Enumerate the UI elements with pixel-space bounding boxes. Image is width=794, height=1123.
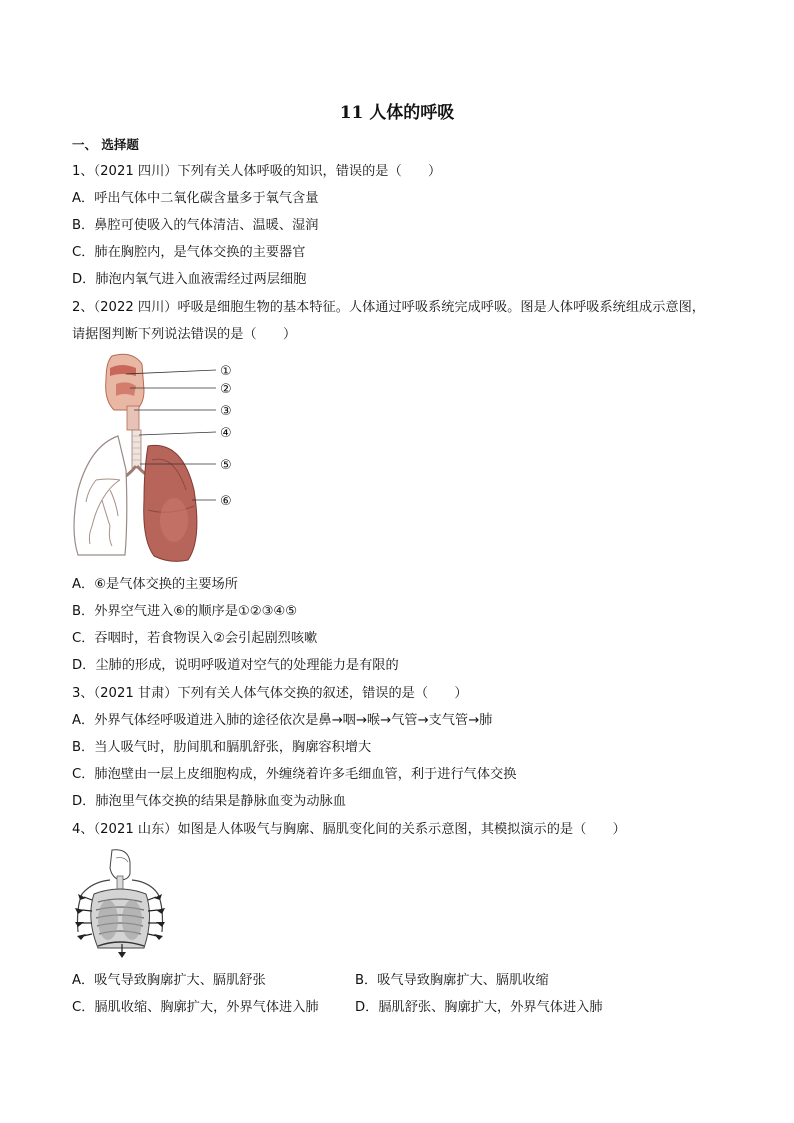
page-title: 11 人体的呼吸 [339,103,455,123]
respiratory-system-figure [70,350,250,565]
question-1-option-c: C．肺在胸腔内，是气体交换的主要器官 [72,245,306,260]
question-2-stem: 2、（2022 四川）呼吸是细胞生物的基本特征。人体通过呼吸系统完成呼吸。图是人体呼吸系统组成示意图， [72,300,705,315]
question-1-stem: 1、（2021 四川）下列有关人体呼吸的知识，错误的是（ ） [72,164,442,179]
section-heading: 一、 选择题 [72,137,139,152]
question-2-option-a: A．⑥是气体交换的主要场所 [72,577,238,592]
figure-label-6: ⑥ [220,494,232,509]
question-1-option-b: B．鼻腔可使吸入的气体清洁、温暖、湿润 [72,218,319,233]
question-4-option-c: C．膈肌收缩、胸廓扩大，外界气体进入肺 [72,1000,319,1015]
question-4-option-d: D．膈肌舒张、胸廓扩大，外界气体进入肺 [355,1000,603,1015]
chest-breathing-figure [72,848,168,960]
question-1-option-a: A．呼出气体中二氧化碳含量多于氧气含量 [72,191,319,206]
question-2-option-c: C．吞咽时，若食物误入②会引起剧烈咳嗽 [72,631,318,646]
question-4-stem: 4、（2021 山东）如图是人体吸气与胸廓、膈肌变化间的关系示意图，其模拟演示的是（ ） [72,822,626,837]
question-3-option-a: A．外界气体经呼吸道进入肺的途径依次是鼻→咽→喉→气管→支气管→肺 [72,713,493,728]
question-3-option-d: D．肺泡里气体交换的结果是静脉血变为动脉血 [72,794,346,809]
figure-label-2: ② [220,382,232,397]
figure-label-5: ⑤ [220,458,232,473]
figure-label-1: ① [220,364,232,379]
question-4-option-b: B．吸气导致胸廓扩大、膈肌收缩 [355,973,549,988]
question-3-stem: 3、（2021 甘肃）下列有关人体气体交换的叙述，错误的是（ ） [72,686,468,701]
question-4-option-a: A．吸气导致胸廓扩大、膈肌舒张 [72,973,266,988]
question-3-option-c: C．肺泡壁由一层上皮细胞构成，外缠绕着许多毛细血管，利于进行气体交换 [72,767,517,782]
question-2-option-d: D．尘肺的形成，说明呼吸道对空气的处理能力是有限的 [72,658,399,673]
question-3-option-b: B．当人吸气时，肋间肌和膈肌舒张，胸廓容积增大 [72,740,372,755]
figure-label-3: ③ [220,404,232,419]
question-1-option-d: D．肺泡内氧气进入血液需经过两层细胞 [72,272,307,287]
figure-label-4: ④ [220,426,232,441]
question-2-stem-continued: 请据图判断下列说法错误的是（ ） [72,327,297,342]
question-2-option-b: B．外界空气进入⑥的顺序是①②③④⑤ [72,604,298,619]
